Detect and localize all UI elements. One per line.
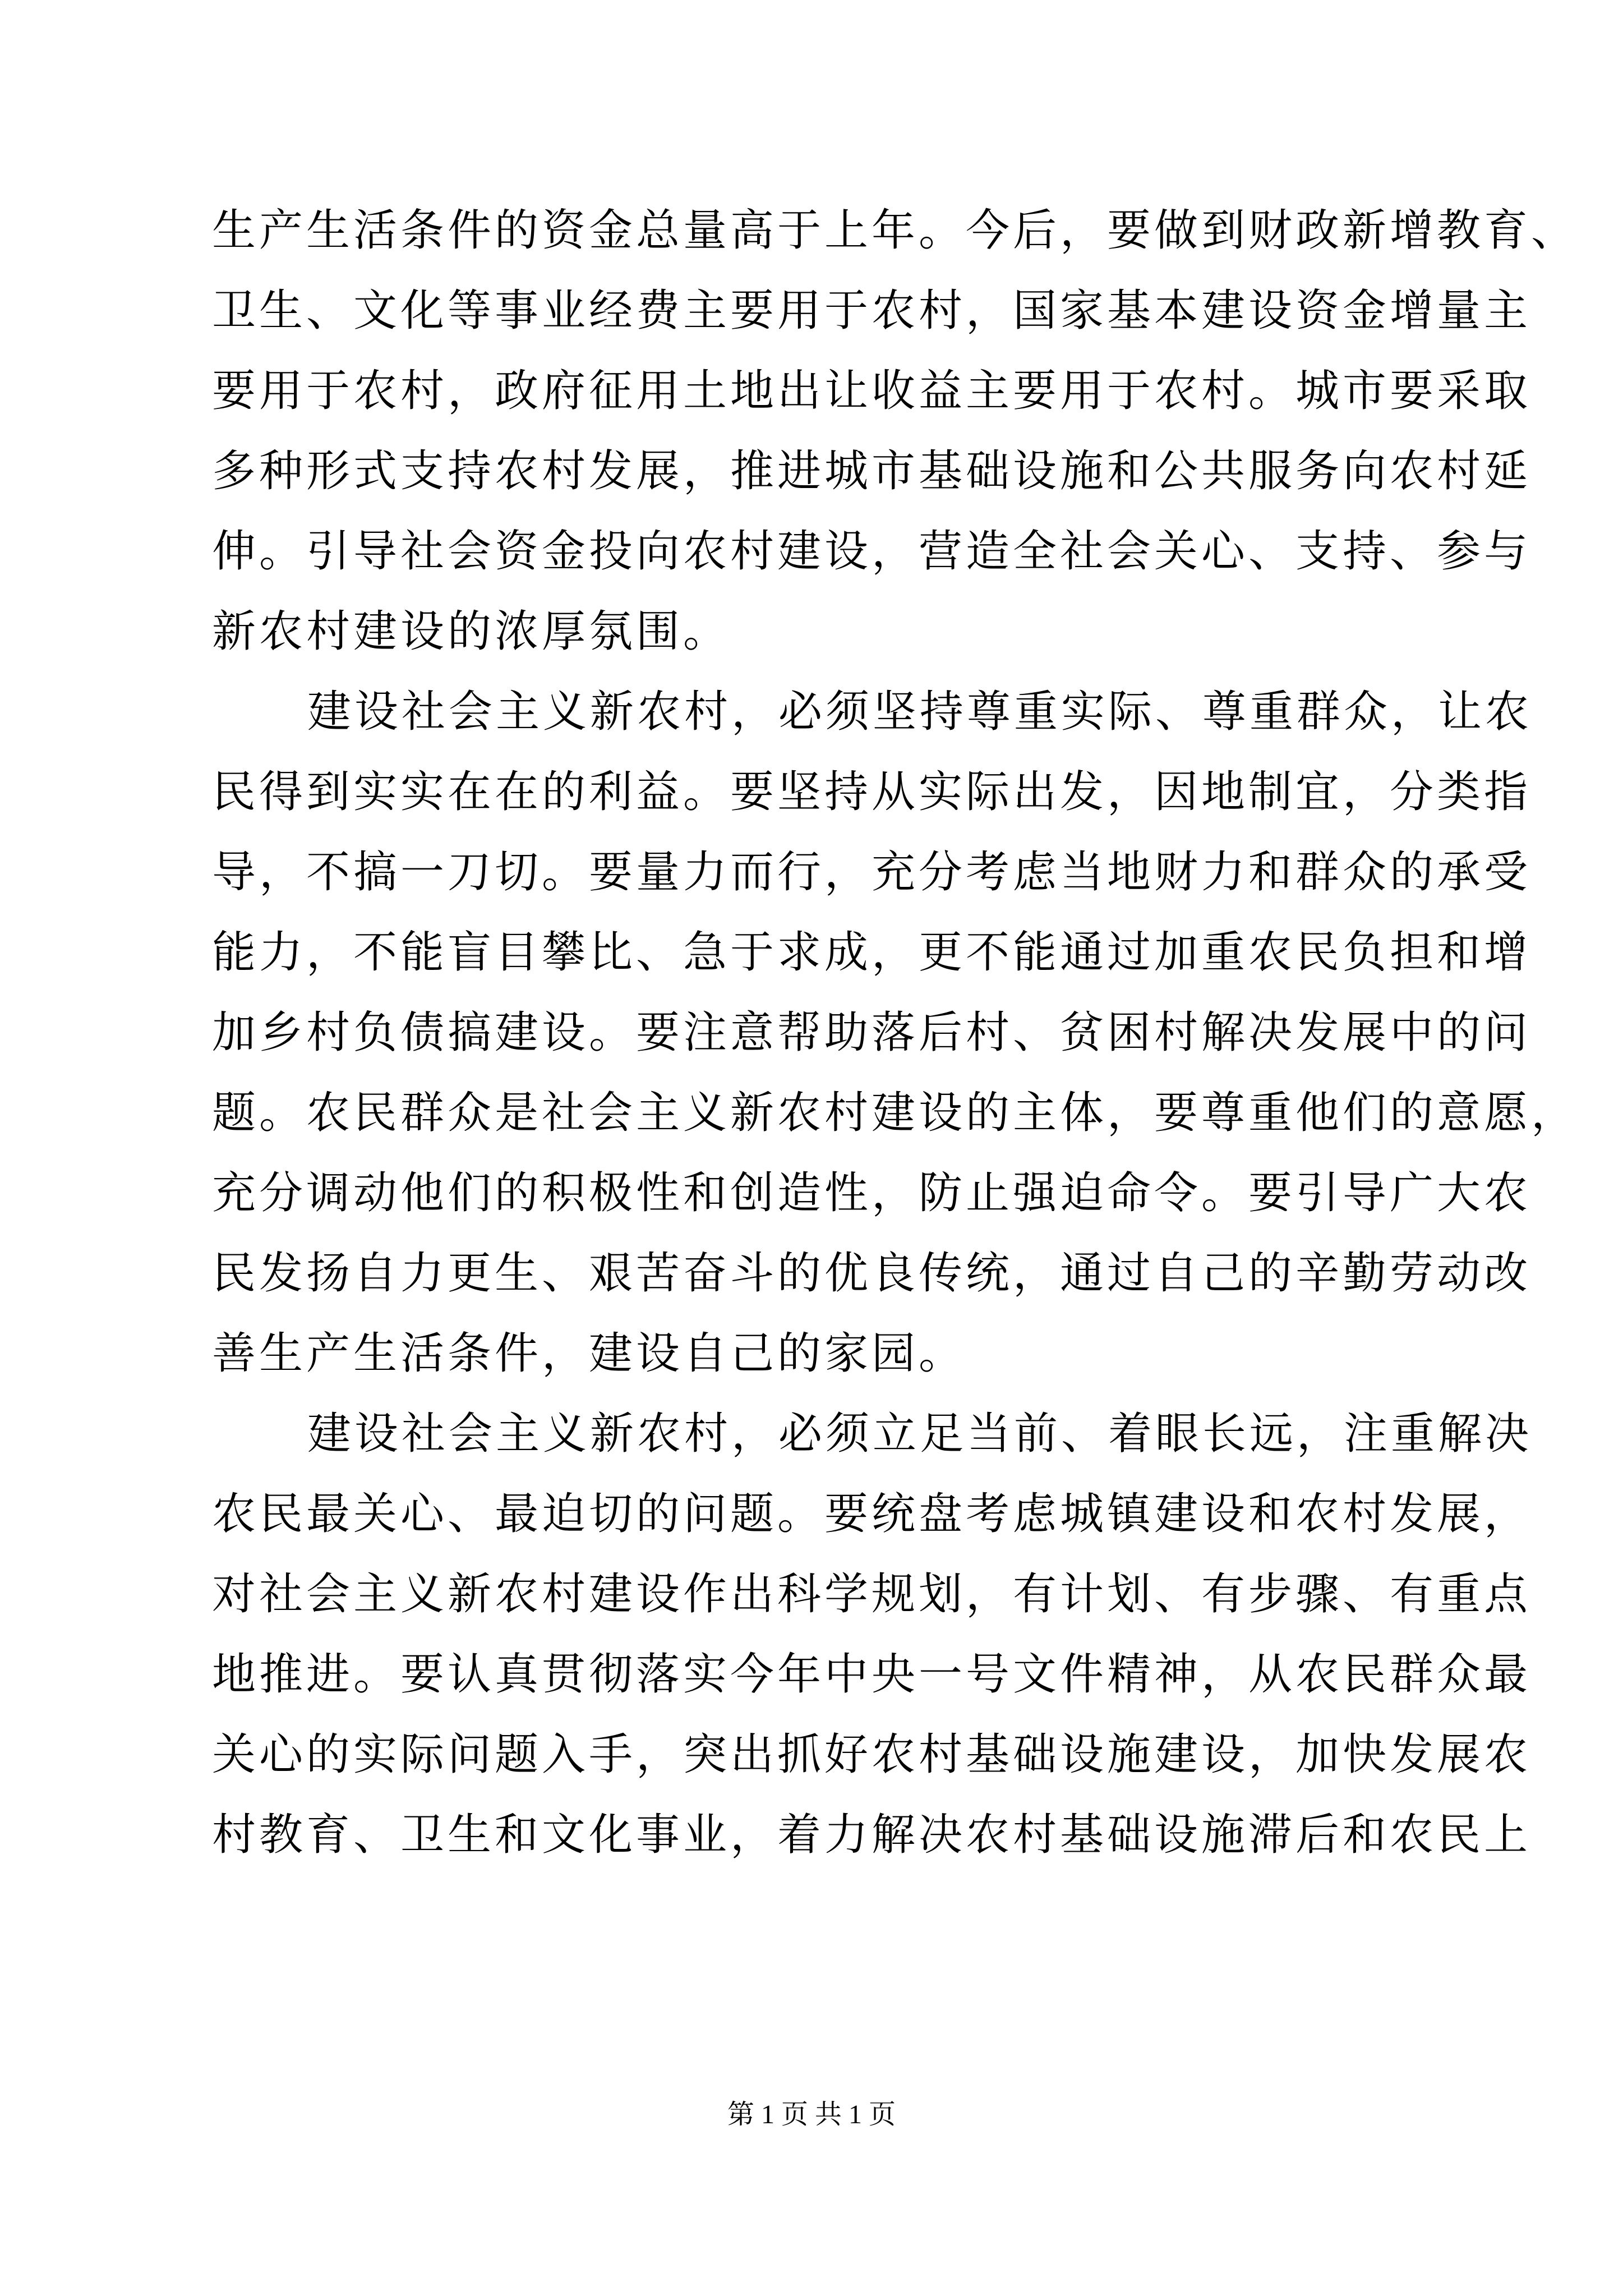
paragraph-3-line-2: 农民最关心、最迫切的问题。要统盘考虑城镇建设和农村发展， <box>212 1489 1532 1539</box>
paragraph-1-line-6: 新农村建设的浓厚氛围。 <box>212 606 731 657</box>
paragraph-3-line-1: 建设社会主义新农村，必须立足当前、着眼长远，注重解决 <box>307 1409 1533 1459</box>
paragraph-1-line-3: 要用于农村，政府征用土地出让收益主要用于农村。城市要采取 <box>212 366 1532 416</box>
paragraph-3-line-3: 对社会主义新农村建设作出科学规划，有计划、有步骤、有重点 <box>212 1569 1532 1619</box>
paragraph-2-line-4: 能力，不能盲目攀比、急于求成，更不能通过加重农民负担和增 <box>212 927 1532 978</box>
paragraph-1-line-5: 伸。引导社会资金投向农村建设，营造全社会关心、支持、参与 <box>212 526 1532 577</box>
document-body <box>212 191 1579 1875</box>
paragraph-2-line-9: 善生产生活条件，建设自己的家园。 <box>212 1328 966 1379</box>
paragraph-2-line-5: 加乡村负债搞建设。要注意帮助落后村、贫困村解决发展中的问 <box>212 1007 1532 1058</box>
paragraph-2-line-8: 民发扬自力更生、艰苦奋斗的优良传统，通过自己的辛勤劳动改 <box>212 1248 1532 1299</box>
paragraph-1-line-4: 多种形式支持农村发展，推进城市基础设施和公共服务向农村延 <box>212 446 1532 496</box>
paragraph-3-line-5: 关心的实际问题入手，突出抓好农村基础设施建设，加快发展农 <box>212 1729 1532 1780</box>
paragraph-3-line-4: 地推进。要认真贯彻落实今年中央一号文件精神，从农民群众最 <box>212 1649 1532 1700</box>
paragraph-1-line-1: 生产生活条件的资金总量高于上年。今后，要做到财政新增教育、 <box>212 205 1579 256</box>
paragraph-2-line-1: 建设社会主义新农村，必须坚持尊重实际、尊重群众，让农 <box>307 687 1533 737</box>
paragraph-2-line-6: 题。农民群众是社会主义新农村建设的主体，要尊重他们的意愿， <box>212 1088 1579 1138</box>
paragraph-2-line-2: 民得到实实在在的利益。要坚持从实际出发，因地制宜，分类指 <box>212 767 1532 817</box>
page-footer: 第 1 页 共 1 页 <box>727 2100 896 2129</box>
paragraph-2-line-3: 导，不搞一刀切。要量力而行，充分考虑当地财力和群众的承受 <box>212 847 1532 898</box>
paragraph-2-line-7: 充分调动他们的积极性和创造性，防止强迫命令。要引导广大农 <box>212 1168 1532 1218</box>
paragraph-3-line-6: 村教育、卫生和文化事业，着力解决农村基础设施滞后和农民上 <box>212 1810 1532 1860</box>
paragraph-1-line-2: 卫生、文化等事业经费主要用于农村，国家基本建设资金增量主 <box>212 286 1532 336</box>
